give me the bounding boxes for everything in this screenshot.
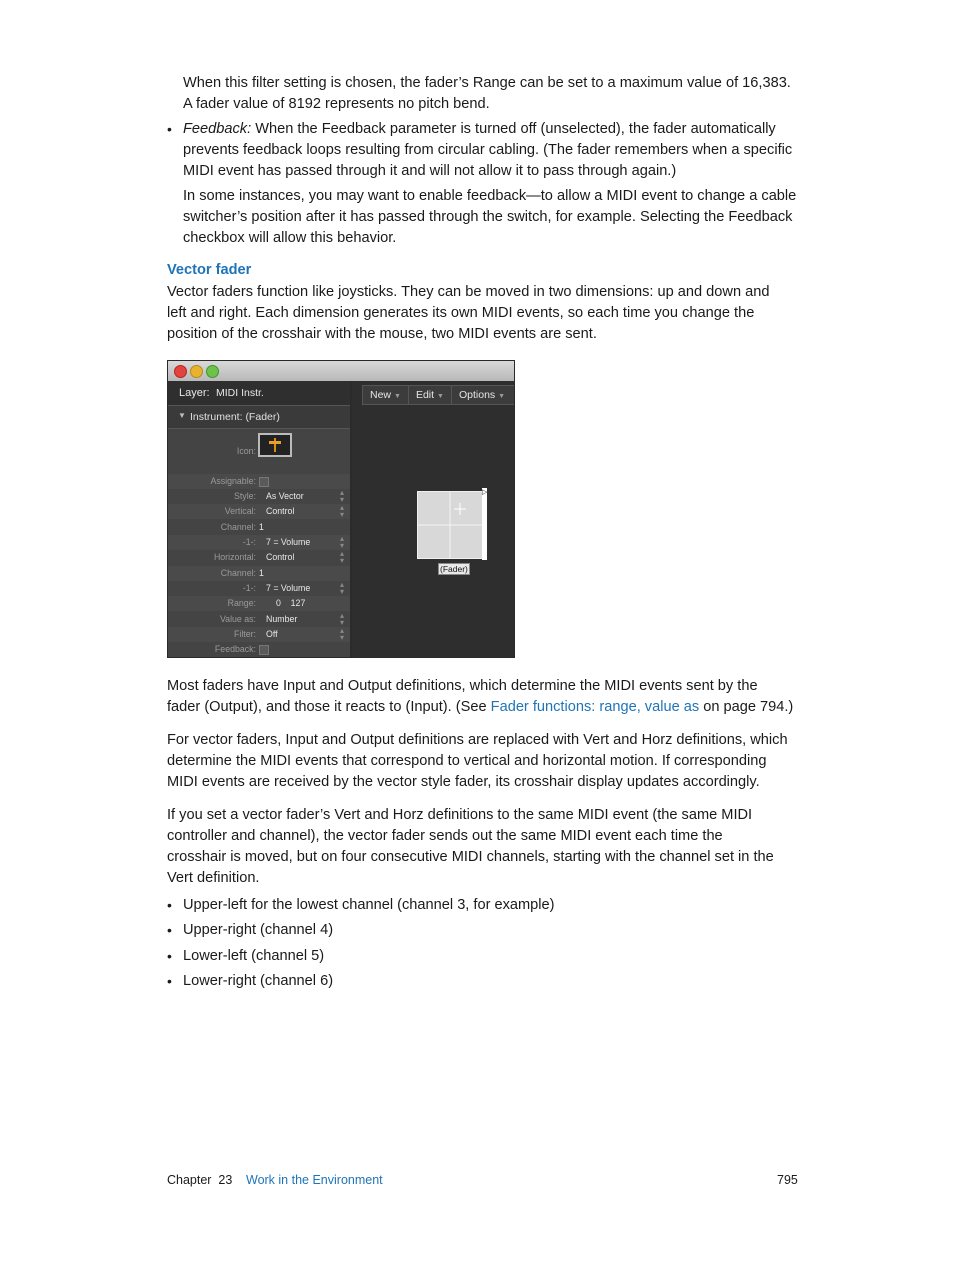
list-item: Lower-right (channel 6) xyxy=(183,973,334,989)
feedback-line: prevents feedback loops resulting from circular cabling. (The fader remembers when a specific xyxy=(183,142,793,158)
section-heading: Vector fader xyxy=(167,262,252,278)
disclosure-triangle-icon[interactable]: ▼ xyxy=(178,411,186,420)
param-label: Range: xyxy=(227,598,256,608)
param-label: Vertical: xyxy=(224,506,256,516)
para-line: MIDI events are received by the vector style fader, its crosshair display updates accordingly. xyxy=(167,774,760,790)
faders-io-paragraph xyxy=(167,676,807,718)
param-value: As Vector xyxy=(266,491,304,501)
note-line: In some instances, you may want to enable feedback—to allow a MIDI event to change a cable xyxy=(183,188,797,204)
param-label: Feedback: xyxy=(214,644,256,654)
vector-definitions-paragraph xyxy=(167,730,807,793)
param-value: 1 xyxy=(259,568,264,578)
environment-canvas[interactable] xyxy=(352,381,515,658)
feedback-note-paragraph xyxy=(183,186,803,249)
param-row-range[interactable] xyxy=(168,596,350,611)
bullet-marker: • xyxy=(167,922,172,938)
param-label: Filter: xyxy=(234,629,256,639)
stepper-icon[interactable]: ▴ ▾ xyxy=(339,534,344,550)
intro-line: When this filter setting is chosen, the fader’s Range can be set to a maximum value of 16,383. xyxy=(183,75,791,91)
feedback-bullet-paragraph xyxy=(183,119,803,182)
feedback-term: Feedback: xyxy=(183,121,252,137)
vector-fader-pad[interactable] xyxy=(417,491,483,559)
same-midi-event-paragraph xyxy=(167,805,807,889)
fader-functions-link[interactable]: Fader functions: range, value as xyxy=(490,699,700,715)
assignable-checkbox[interactable] xyxy=(259,477,269,487)
param-value: 0 127 xyxy=(276,598,306,608)
new-menu[interactable] xyxy=(363,386,409,404)
stepper-icon[interactable]: ▴ ▾ xyxy=(339,611,344,627)
layer-value[interactable]: MIDI Instr. xyxy=(216,387,264,399)
feedback-line: When the Feedback parameter is turned off (unselected), the fader automatically xyxy=(251,121,776,137)
stepper-icon[interactable]: ▴ ▾ xyxy=(339,626,344,642)
section-line: Vector faders function like joysticks. They can be moved in two dimensions: up and down and xyxy=(167,284,770,300)
param-row-vertical[interactable] xyxy=(168,504,350,519)
para-line: fader (Output), and those it reacts to (Input). (See xyxy=(167,699,491,715)
new-menu-label: New xyxy=(370,389,392,401)
edit-menu-label: Edit xyxy=(415,389,435,401)
section-intro-paragraph xyxy=(167,282,807,345)
fader-icon[interactable] xyxy=(258,433,292,457)
note-line: checkbox will allow this behavior. xyxy=(183,230,397,246)
param-label: -1-: xyxy=(242,537,256,547)
param-row-assignable xyxy=(168,474,350,489)
edit-menu[interactable] xyxy=(409,386,452,404)
vector-fader-screenshot xyxy=(167,360,515,658)
feedback-checkbox[interactable] xyxy=(259,645,269,655)
inspector-panel xyxy=(168,381,352,658)
list-item: Upper-left for the lowest channel (channel 3, for example) xyxy=(183,897,555,913)
param-label: Channel: xyxy=(220,522,256,532)
close-button[interactable] xyxy=(174,365,187,378)
stepper-icon[interactable]: ▴ ▾ xyxy=(339,488,344,504)
param-value: Control xyxy=(266,506,295,516)
fader-side-bar xyxy=(482,488,487,560)
note-line: switcher’s position after it has passed through the switch, for example. Selecting the Feedback xyxy=(183,209,793,225)
options-menu[interactable] xyxy=(452,386,512,404)
intro-paragraph xyxy=(183,73,803,115)
para-line: determine the MIDI events that correspond to vertical and horizontal motion. If corresponding xyxy=(167,753,767,769)
minimize-button[interactable] xyxy=(190,365,203,378)
bullet-marker: • xyxy=(167,973,172,989)
param-value: 7 = Volume xyxy=(266,583,311,593)
instrument-header[interactable] xyxy=(168,405,350,429)
list-item: Lower-left (channel 5) xyxy=(183,948,325,964)
fader-name-label[interactable]: (Fader) xyxy=(440,564,468,574)
chevron-down-icon: ▼ xyxy=(437,393,444,400)
param-value: Number xyxy=(266,614,298,624)
footer-chapter: Chapter 23 xyxy=(167,1173,233,1187)
param-label: Channel: xyxy=(220,568,256,578)
param-label: Style: xyxy=(233,491,256,501)
window-titlebar xyxy=(168,361,514,381)
feedback-line: MIDI event has passed through it and will not allow it to pass through again.) xyxy=(183,163,677,179)
param-label: -1-: xyxy=(242,583,256,593)
output-arrow-icon: ▷ xyxy=(482,489,488,496)
param-row-vertical-controller[interactable] xyxy=(168,535,350,550)
param-row-channel[interactable] xyxy=(168,520,350,535)
bullet-marker: • xyxy=(167,897,172,913)
footer-chapter-link[interactable]: Work in the Environment xyxy=(246,1173,383,1187)
para-line: controller and channel), the vector fader sends out the same MIDI event each time the xyxy=(167,828,723,844)
bullet-marker: • xyxy=(167,121,172,137)
param-row-value-as[interactable] xyxy=(168,612,350,627)
param-value: 1 xyxy=(259,522,264,532)
para-line: on page 794.) xyxy=(699,699,794,715)
para-line: If you set a vector fader’s Vert and Horz definitions to the same MIDI event (the same MIDI xyxy=(167,807,753,823)
crosshair-icon xyxy=(454,503,466,515)
param-row-filter[interactable] xyxy=(168,627,350,642)
param-row-style[interactable] xyxy=(168,489,350,504)
stepper-icon[interactable]: ▴ ▾ xyxy=(339,503,344,519)
param-label: Value as: xyxy=(219,614,256,624)
param-row-channel[interactable] xyxy=(168,566,350,581)
chevron-down-icon: ▼ xyxy=(394,393,401,400)
crosshair-grid xyxy=(418,492,482,558)
para-line: For vector faders, Input and Output definitions are replaced with Vert and Horz definitions, which xyxy=(167,732,788,748)
zoom-button[interactable] xyxy=(206,365,219,378)
param-row-horizontal-controller[interactable] xyxy=(168,581,350,596)
icon-row xyxy=(168,429,350,473)
environment-menubar xyxy=(362,385,515,405)
layer-bar xyxy=(168,381,350,405)
param-label: Assignable: xyxy=(210,476,256,486)
chevron-down-icon: ▼ xyxy=(498,393,506,400)
list-item: Upper-right (channel 4) xyxy=(183,922,334,938)
intro-line: A fader value of 8192 represents no pitch bend. xyxy=(183,96,490,112)
options-menu-label: Options xyxy=(458,389,496,401)
param-value: Off xyxy=(266,629,278,639)
param-row-feedback xyxy=(168,642,350,657)
param-row-horizontal[interactable] xyxy=(168,550,350,565)
stepper-icon[interactable]: ▴ ▾ xyxy=(339,580,344,596)
section-line: position of the crosshair with the mouse, two MIDI events are sent. xyxy=(167,326,597,342)
page-number: 795 xyxy=(777,1173,798,1187)
para-line: Vert definition. xyxy=(167,870,260,886)
param-value: 7 = Volume xyxy=(266,537,311,547)
param-label: Horizontal: xyxy=(213,552,256,562)
para-line: crosshair is moved, but on four consecutive MIDI channels, starting with the channel set in the xyxy=(167,849,774,865)
instrument-header-label: Instrument: (Fader) xyxy=(190,411,280,423)
icon-label: Icon: xyxy=(236,446,256,456)
param-value: Control xyxy=(266,552,295,562)
stepper-icon[interactable]: ▴ ▾ xyxy=(339,549,344,565)
layer-label: Layer: xyxy=(179,387,210,399)
section-line: left and right. Each dimension generates its own MIDI events, so each time you change the xyxy=(167,305,755,321)
para-line: Most faders have Input and Output definitions, which determine the MIDI events sent by the xyxy=(167,678,758,694)
bullet-marker: • xyxy=(167,948,172,964)
